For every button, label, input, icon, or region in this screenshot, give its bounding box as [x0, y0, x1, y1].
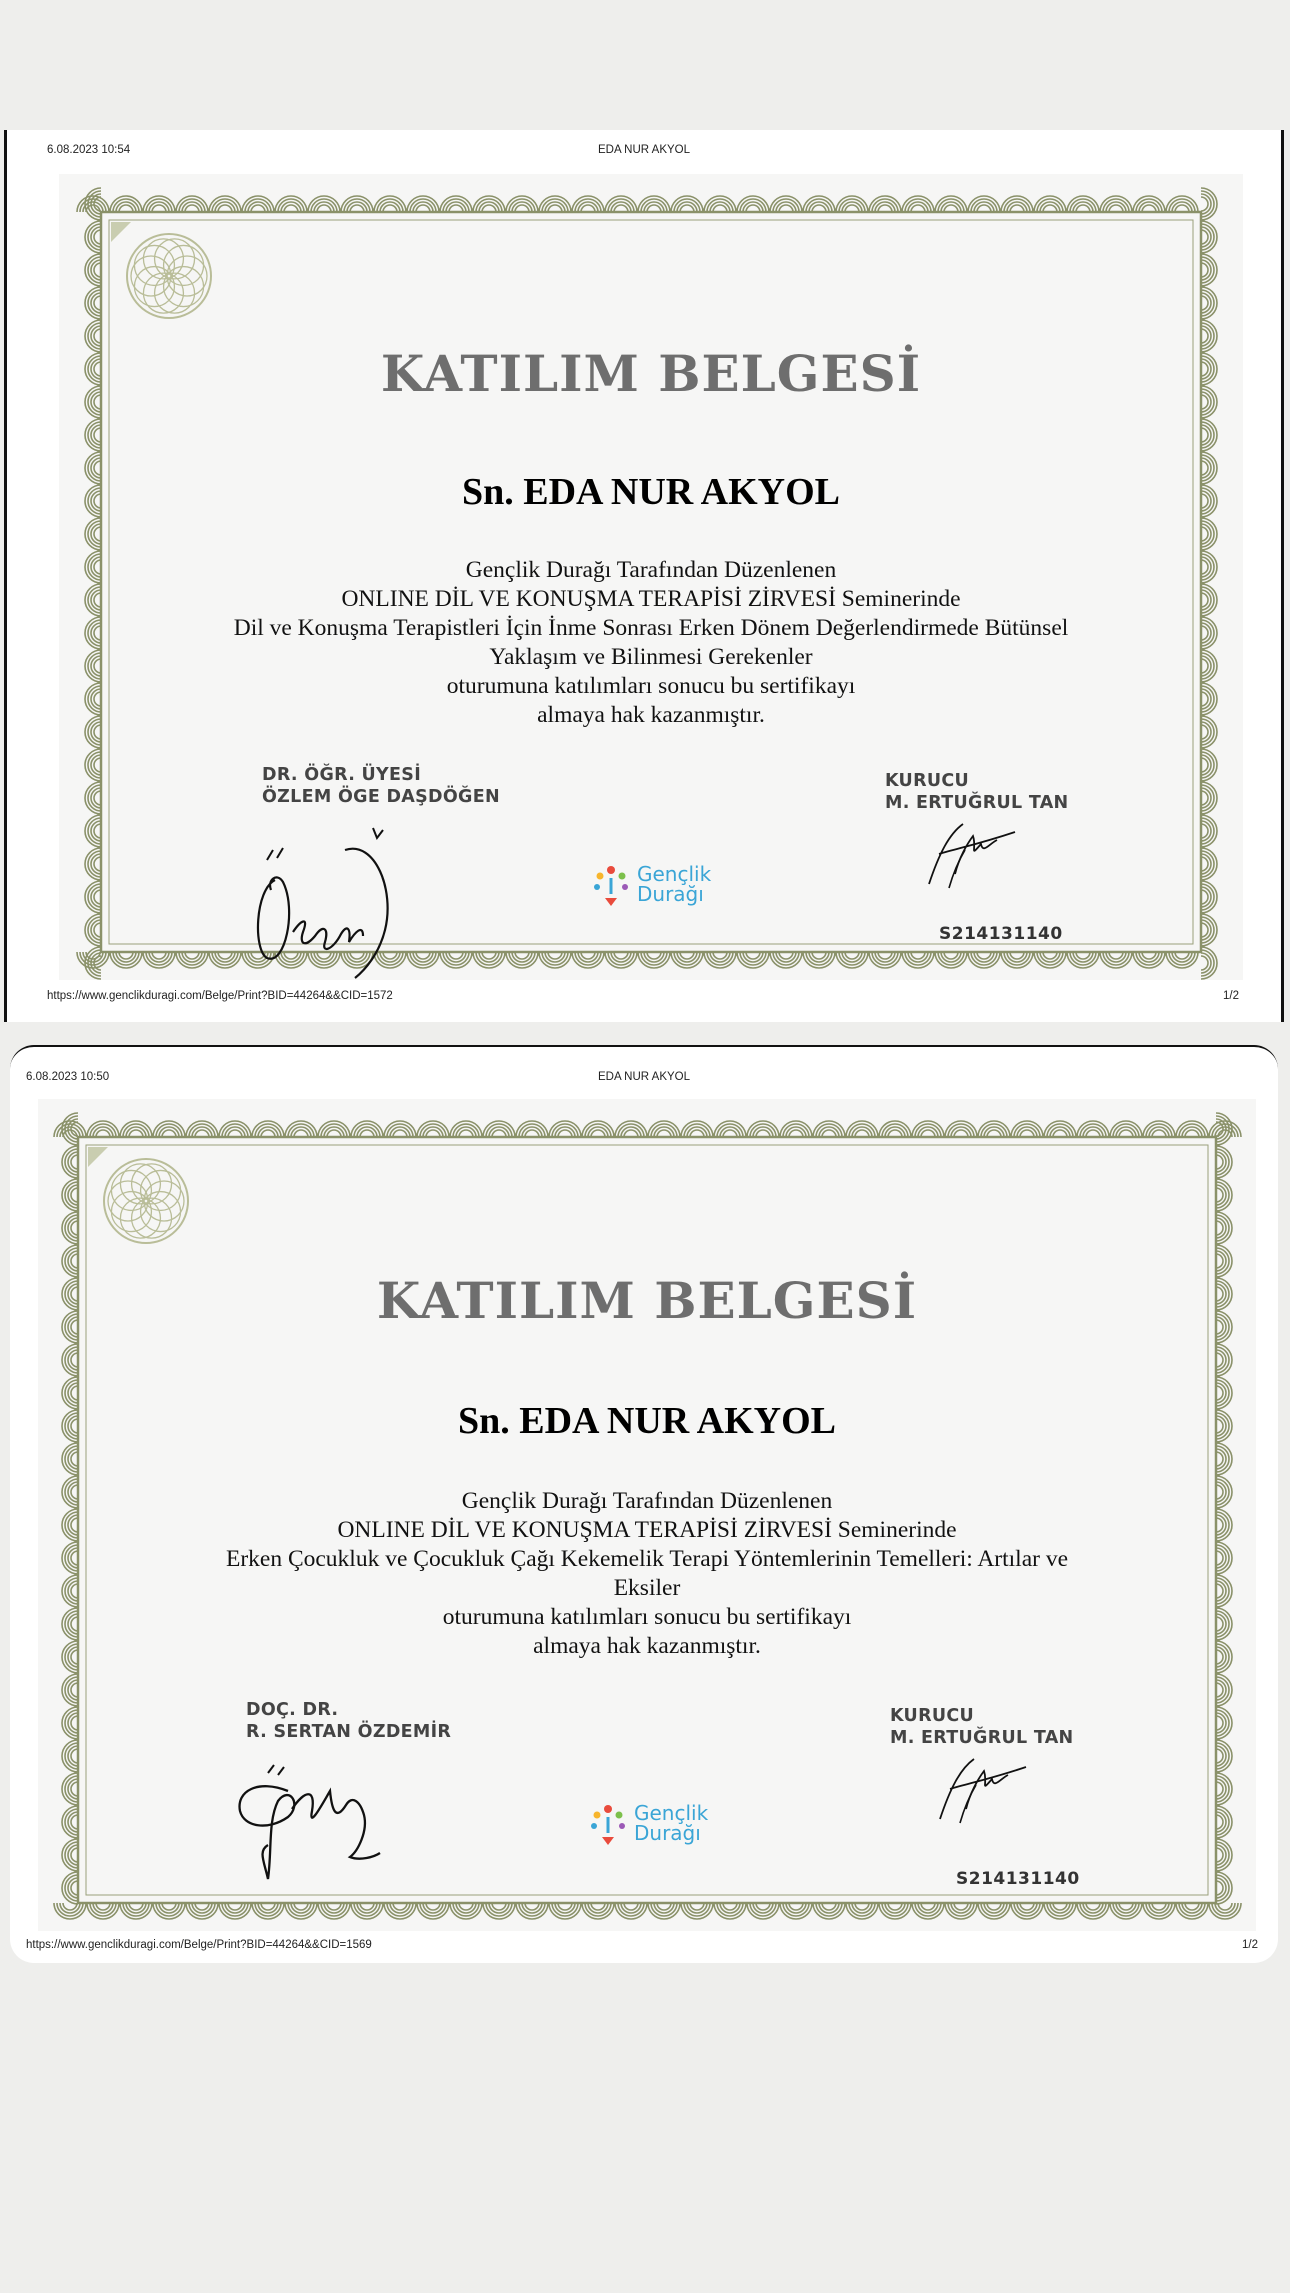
header-name: EDA NUR AKYOL: [597, 1071, 691, 1083]
body-line: Erken Çocukluk ve Çocukluk Çağı Kekemelik Terapi Yöntemlerinin Temelleri: Artılar ve: [225, 1546, 1069, 1572]
left-signer-title: DR. ÖĞR. ÜYESİ: [262, 765, 421, 785]
certificate-body: [38, 1487, 1256, 1661]
body-line: ONLINE DİL VE KONUŞMA TERAPİSİ ZİRVESİ Seminerinde: [341, 586, 961, 612]
right-signature: [919, 814, 1039, 894]
logo-line-2: Durağı: [637, 882, 704, 906]
right-signer-name: M. ERTUĞRUL TAN: [890, 1728, 1074, 1748]
footer-url: https://www.genclikduragi.com/Belge/Print?BID=44264&&CID=1572: [47, 990, 393, 1002]
body-line: almaya hak kazanmıştır.: [537, 702, 765, 728]
right-signer-title: KURUCU: [890, 1706, 975, 1726]
certificate-title: KATILIM BELGESİ: [376, 1271, 918, 1330]
body-line: Gençlik Durağı Tarafından Düzenlenen: [465, 557, 837, 583]
right-signer-name: M. ERTUĞRUL TAN: [885, 793, 1069, 813]
footer-url: https://www.genclikduragi.com/Belge/Print?BID=44264&&CID=1569: [26, 1939, 372, 1951]
right-signer-title: KURUCU: [885, 771, 970, 791]
logo-line-2: Durağı: [634, 1821, 701, 1845]
body-line: almaya hak kazanmıştır.: [533, 1633, 761, 1659]
logo-text: [637, 864, 711, 904]
left-signer: [246, 1699, 451, 1743]
logo-mark-icon: [588, 1799, 628, 1847]
footer-page-number: 1/2: [1242, 1939, 1258, 1951]
left-signer-name: ÖZLEM ÖGE DAŞDÖĞEN: [262, 787, 500, 807]
body-line: Yaklaşım ve Bilinmesi Gerekenler: [489, 644, 813, 670]
header-date: 6.08.2023 10:54: [47, 144, 131, 156]
serial-number: S214131140: [939, 924, 1063, 944]
left-signer: [262, 764, 500, 808]
body-line: Gençlik Durağı Tarafından Düzenlenen: [461, 1488, 833, 1514]
body-line: oturumuna katılımları sonucu bu sertifikayı: [446, 673, 856, 699]
body-line: Eksiler: [613, 1575, 681, 1601]
certificate-body: [59, 556, 1243, 730]
logo-line-1: Gençlik: [634, 1801, 709, 1825]
certificate: [38, 1099, 1256, 1931]
print-page-1: [4, 130, 1284, 1022]
logo-text: [634, 1803, 708, 1843]
certificate: [59, 174, 1243, 980]
body-line: oturumuna katılımları sonucu bu sertifikayı: [442, 1604, 852, 1630]
right-signer: [885, 770, 1069, 814]
logo-line-1: Gençlik: [637, 862, 712, 886]
certificate-title: KATILIM BELGESİ: [380, 344, 922, 403]
footer-page-number: 1/2: [1223, 990, 1239, 1002]
header-date: 6.08.2023 10:50: [26, 1071, 110, 1083]
body-line: Dil ve Konuşma Terapistleri İçin İnme Sonrası Erken Dönem Değerlendirmede Bütünsel: [233, 615, 1069, 641]
left-signature: [228, 1761, 398, 1891]
left-signer-name: R. SERTAN ÖZDEMİR: [246, 1722, 452, 1742]
left-signer-title: DOÇ. DR.: [246, 1700, 339, 1720]
genclik-duragi-logo: [588, 1799, 708, 1847]
recipient-name: Sn. EDA NUR AKYOL: [458, 1400, 836, 1442]
genclik-duragi-logo: [591, 860, 711, 908]
header-name: EDA NUR AKYOL: [597, 144, 691, 156]
print-page-2: [10, 1045, 1278, 1963]
left-signature: [245, 820, 415, 980]
right-signer: [890, 1705, 1074, 1749]
recipient-name: Sn. EDA NUR AKYOL: [462, 471, 840, 513]
right-signature: [930, 1749, 1050, 1829]
body-line: ONLINE DİL VE KONUŞMA TERAPİSİ ZİRVESİ Seminerinde: [337, 1517, 957, 1543]
serial-number: S214131140: [956, 1869, 1080, 1889]
logo-mark-icon: [591, 860, 631, 908]
